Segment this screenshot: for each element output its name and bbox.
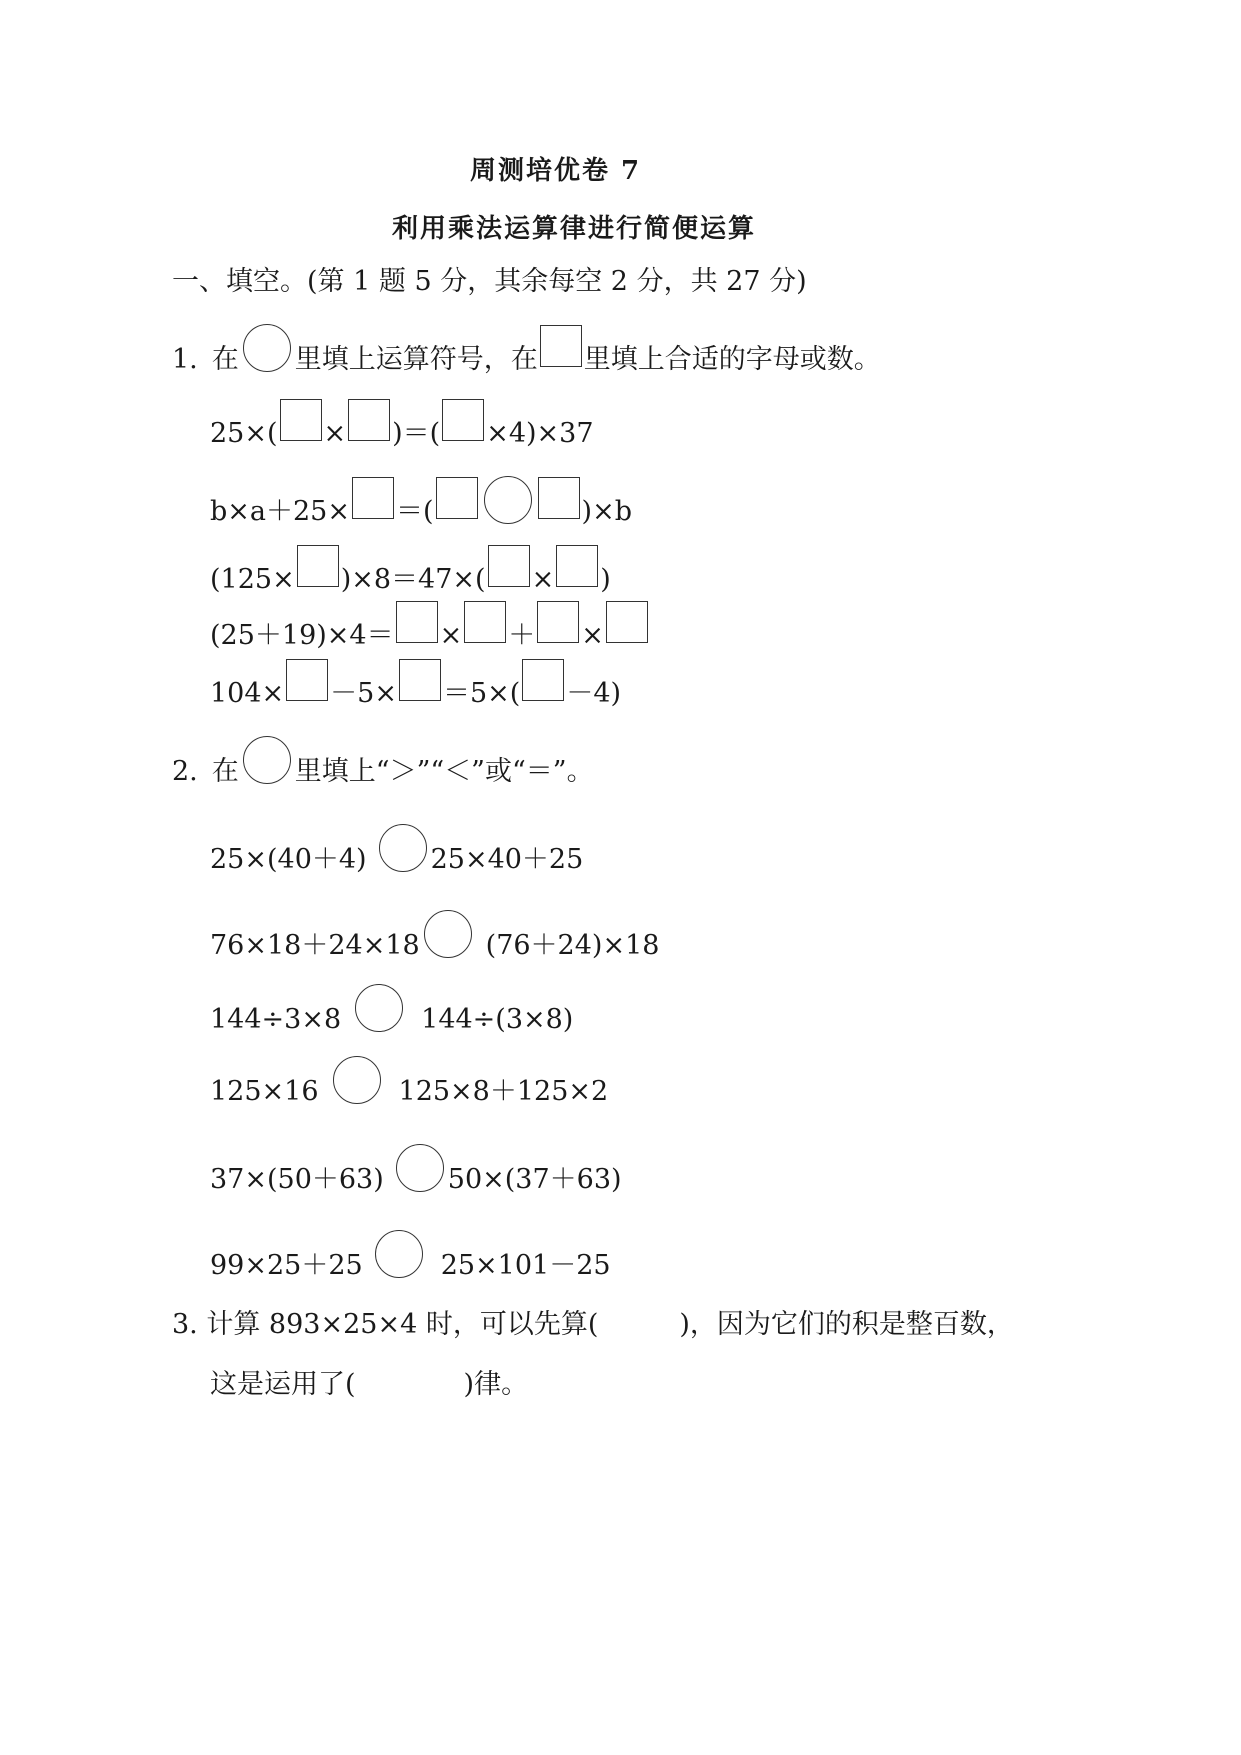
q1-number: 1. bbox=[172, 344, 198, 375]
answer-box[interactable] bbox=[488, 545, 530, 587]
compare-right: (76＋24)×18 bbox=[485, 930, 660, 961]
compare-right: 125×8＋125×2 bbox=[398, 1076, 609, 1107]
eq-text: × bbox=[531, 564, 555, 595]
operator-circle-icon bbox=[243, 324, 291, 372]
answer-box[interactable] bbox=[556, 545, 598, 587]
operator-circle[interactable] bbox=[484, 476, 532, 524]
eq-text: (25＋19)×4＝ bbox=[210, 620, 394, 651]
answer-box[interactable] bbox=[352, 477, 394, 519]
compare-right: 25×101－25 bbox=[440, 1250, 611, 1281]
q2-text-part2: 里填上“＞”“＜”或“＝”。 bbox=[294, 756, 594, 787]
q2-compare-row bbox=[210, 922, 659, 970]
q2-instruction bbox=[172, 748, 594, 796]
eq-text: －5× bbox=[330, 678, 397, 709]
q1-equation-3 bbox=[210, 558, 611, 602]
compare-left: 125×16 bbox=[210, 1076, 319, 1107]
q1-equation-2 bbox=[210, 488, 632, 536]
eq-text: )＝( bbox=[392, 418, 441, 449]
q2-compare-row bbox=[210, 836, 583, 884]
compare-left: 76×18＋24×18 bbox=[210, 930, 420, 961]
compare-left: 99×25＋25 bbox=[210, 1250, 363, 1281]
q1-text-part3: 里填上合适的字母或数。 bbox=[583, 344, 881, 375]
answer-box[interactable] bbox=[537, 601, 579, 643]
answer-box[interactable] bbox=[436, 477, 478, 519]
compare-circle[interactable] bbox=[375, 1230, 423, 1278]
answer-box-icon bbox=[540, 325, 582, 367]
q1-equation-1 bbox=[210, 412, 594, 456]
answer-box[interactable] bbox=[522, 659, 564, 701]
operator-circle-icon bbox=[243, 736, 291, 784]
compare-circle[interactable] bbox=[379, 824, 427, 872]
eq-text: －4) bbox=[566, 678, 622, 709]
answer-box[interactable] bbox=[280, 399, 322, 441]
compare-left: 25×(40＋4) bbox=[210, 844, 367, 875]
answer-box[interactable] bbox=[348, 399, 390, 441]
page-subtitle: 利用乘法运算律进行简便运算 bbox=[392, 214, 757, 244]
answer-box[interactable] bbox=[286, 659, 328, 701]
compare-circle[interactable] bbox=[396, 1144, 444, 1192]
q2-text-part1: 在 bbox=[211, 756, 239, 787]
compare-circle[interactable] bbox=[355, 984, 403, 1032]
q3-line-2: 这是运用了( )律。 bbox=[210, 1369, 529, 1400]
eq-text: ) bbox=[600, 564, 611, 595]
compare-right: 144÷(3×8) bbox=[421, 1004, 574, 1035]
q1-equation-5 bbox=[210, 672, 621, 716]
q2-compare-row bbox=[210, 1242, 611, 1290]
compare-left: 37×(50＋63) bbox=[210, 1164, 384, 1195]
q1-text-part1: 在 bbox=[211, 344, 239, 375]
q1-text-part2: 里填上运算符号，在 bbox=[294, 344, 538, 375]
q2-compare-row bbox=[210, 1068, 608, 1116]
compare-circle[interactable] bbox=[424, 910, 472, 958]
eq-text: b×a＋25× bbox=[210, 496, 350, 527]
compare-right: 50×(37＋63) bbox=[447, 1164, 622, 1195]
answer-box[interactable] bbox=[297, 545, 339, 587]
q2-compare-row bbox=[210, 996, 573, 1044]
answer-box[interactable] bbox=[396, 601, 438, 643]
eq-text: 25×( bbox=[210, 418, 278, 449]
answer-box[interactable] bbox=[464, 601, 506, 643]
answer-box[interactable] bbox=[399, 659, 441, 701]
q2-number: 2. bbox=[172, 756, 198, 787]
eq-text: ＋ bbox=[508, 620, 536, 651]
eq-text: )×8＝47×( bbox=[340, 564, 486, 595]
section-heading: 一、填空。(第 1 题 5 分，其余每空 2 分，共 27 分) bbox=[172, 266, 807, 297]
answer-box[interactable] bbox=[606, 601, 648, 643]
compare-right: 25×40＋25 bbox=[430, 844, 584, 875]
answer-box[interactable] bbox=[442, 399, 484, 441]
eq-text: ×4)×37 bbox=[486, 418, 594, 449]
page-title: 周测培优卷 7 bbox=[470, 156, 642, 186]
eq-text: × bbox=[581, 620, 604, 651]
eq-text: × bbox=[323, 418, 347, 449]
q1-equation-4 bbox=[210, 614, 650, 658]
q1-instruction bbox=[172, 336, 881, 384]
compare-circle[interactable] bbox=[333, 1056, 381, 1104]
answer-box[interactable] bbox=[538, 477, 580, 519]
q3-line-1: 3. 计算 893×25×4 时，可以先算( )，因为它们的积是整百数， bbox=[172, 1309, 1014, 1340]
eq-text: × bbox=[439, 620, 463, 651]
eq-text: ＝( bbox=[395, 496, 434, 527]
eq-text: )×b bbox=[581, 496, 632, 527]
eq-text: (125× bbox=[210, 564, 295, 595]
compare-left: 144÷3×8 bbox=[210, 1004, 342, 1035]
q2-compare-row bbox=[210, 1156, 622, 1204]
eq-text: ＝5×( bbox=[442, 678, 521, 709]
eq-text: 104× bbox=[210, 678, 285, 709]
